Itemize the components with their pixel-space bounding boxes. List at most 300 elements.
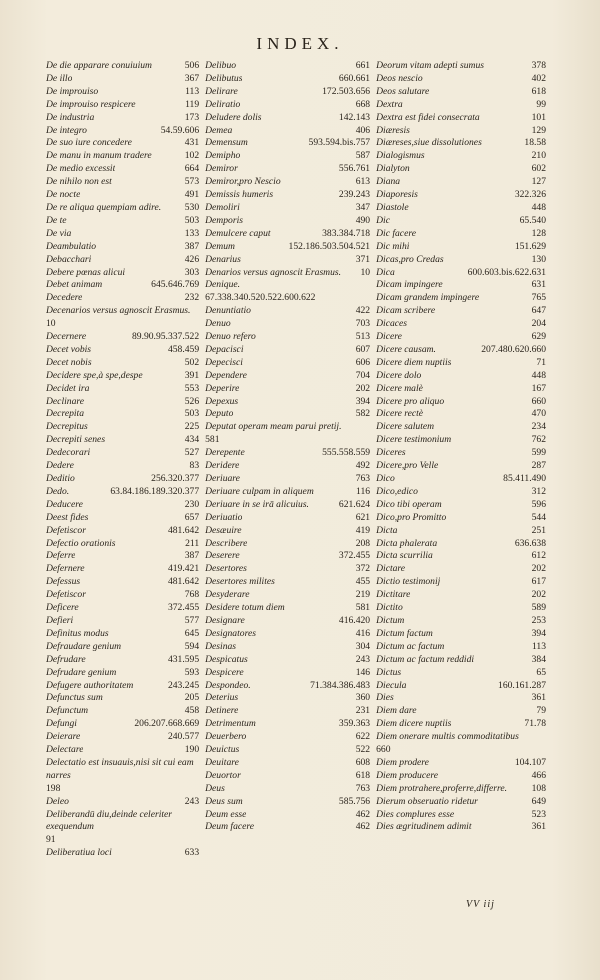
index-term: Dictus: [376, 666, 402, 678]
index-term: Deliratio: [205, 98, 241, 110]
index-entry: [205, 692, 370, 705]
index-pages: 612: [531, 550, 546, 562]
index-entry: [376, 99, 546, 112]
index-term: Deuictus: [205, 744, 240, 756]
index-pages: 448: [531, 369, 546, 381]
index-pages: 470: [531, 408, 546, 420]
index-term: Dicere: [376, 331, 402, 343]
index-term: Diem producere: [376, 769, 438, 781]
index-term: Decrepiti senes: [46, 434, 106, 446]
index-entry: [205, 215, 370, 228]
index-pages: 79: [536, 705, 546, 717]
index-pages: 129: [531, 124, 546, 136]
index-term: Decrepita: [46, 408, 85, 420]
index-term: Deum facere: [205, 821, 255, 833]
index-entry: [376, 370, 546, 383]
index-pages: 581: [205, 434, 220, 446]
index-pages: 416: [355, 627, 371, 639]
index-term: Dicere pro aliquo: [376, 395, 445, 407]
index-term: Defunctus sum: [46, 692, 103, 704]
index-term: Deest fides: [46, 511, 89, 523]
index-entry: [46, 538, 199, 551]
index-term: Dica: [376, 266, 395, 278]
index-term: De nocte: [46, 189, 81, 201]
index-pages: 303: [184, 266, 200, 278]
index-pages: 371: [355, 253, 371, 265]
index-pages: 422: [355, 305, 371, 317]
index-entry: [46, 408, 199, 421]
index-entry: [46, 150, 199, 163]
index-entry: [205, 654, 370, 667]
index-pages: 593.594.bis.757: [308, 137, 371, 149]
index-term: Diceres: [376, 447, 406, 459]
index-entry: [46, 383, 199, 396]
index-entry: [205, 383, 370, 396]
index-term: Despicere: [205, 666, 244, 678]
index-term: Dies complures esse: [376, 808, 455, 820]
index-entry: [46, 550, 199, 563]
index-term: Deuerbero: [205, 731, 247, 743]
index-entry: [376, 628, 546, 641]
index-pages: 762: [531, 434, 546, 446]
index-pages: 607: [355, 343, 371, 355]
index-pages: 387: [184, 550, 200, 562]
index-entry: [46, 486, 199, 499]
index-pages: 113: [185, 85, 200, 97]
index-entry: [205, 331, 370, 344]
index-pages: 458.459: [167, 343, 200, 355]
index-term: Detrimentum: [205, 718, 256, 730]
index-term: Demporis: [205, 214, 243, 226]
index-term: Dextra: [376, 98, 403, 110]
index-term: Deleo: [46, 795, 69, 807]
index-entry: [205, 408, 370, 421]
index-pages: 116: [356, 485, 371, 497]
index-term: Defrudare genium: [46, 666, 117, 678]
index-pages: 65: [536, 666, 546, 678]
index-term: Deludere dolis: [205, 111, 262, 123]
index-entry: [376, 654, 546, 667]
index-entry: [376, 757, 546, 770]
index-term: Dicaces: [376, 318, 407, 330]
index-pages: 431.595: [167, 653, 200, 665]
index-pages: 602: [531, 163, 546, 175]
index-pages: 660: [376, 744, 391, 756]
index-entry: [205, 718, 370, 731]
index-entry: [46, 421, 199, 434]
index-pages: 645.646.769: [151, 279, 200, 291]
index-pages: 522: [355, 744, 371, 756]
index-term: Deorum vitam adepti sumus: [376, 60, 485, 71]
index-pages: 151.629: [514, 240, 546, 252]
index-term: Demensum: [205, 137, 248, 149]
index-entry: [376, 809, 546, 822]
index-pages: 108: [531, 782, 546, 794]
index-pages: 304: [355, 640, 371, 652]
index-entry: [376, 692, 546, 705]
index-pages: 419: [355, 524, 371, 536]
index-pages: 312: [531, 485, 546, 497]
index-entry: [46, 370, 199, 383]
index-term: Dies: [376, 692, 394, 704]
index-entry: [205, 447, 370, 460]
index-pages: 253: [531, 614, 546, 626]
index-term: Denuo refero: [205, 331, 256, 343]
index-term: Depexus: [205, 395, 239, 407]
index-entry: [46, 654, 199, 667]
index-term: Desertores: [205, 563, 247, 575]
index-pages: 513: [355, 331, 371, 343]
index-term: Deliberandū diu,deinde celeriter exequendum: [46, 808, 173, 833]
index-entry: [46, 267, 199, 280]
index-pages: 128: [531, 227, 546, 239]
index-entry: [46, 125, 199, 138]
index-entry: [205, 589, 370, 602]
index-entry: [376, 112, 546, 125]
index-entry: [376, 176, 546, 189]
index-term: Deus sum: [205, 795, 243, 807]
index-pages: 458: [184, 705, 200, 717]
index-pages: 582: [355, 408, 371, 420]
index-pages: 104.107: [514, 756, 546, 768]
index-pages: 243: [184, 795, 200, 807]
index-pages: 167: [531, 382, 546, 394]
index-term: Dico,edico: [376, 485, 418, 497]
index-term: Denarios versus agnoscit Erasmus.: [205, 266, 342, 278]
index-pages: 703: [355, 318, 371, 330]
index-entry: [46, 525, 199, 538]
index-pages: 613: [355, 176, 371, 188]
index-pages: 577: [184, 614, 200, 626]
page-header: INDEX.: [256, 34, 344, 53]
index-pages: 617: [531, 576, 546, 588]
index-entry: [205, 228, 370, 241]
index-pages: 160.161.287: [498, 679, 546, 691]
index-pages: 207.480.620.660: [481, 343, 546, 355]
index-pages: 287: [531, 460, 546, 472]
index-entry: [376, 486, 546, 499]
index-entry: [205, 112, 370, 125]
index-term: Decenarios versus agnoscit Erasmus.: [46, 305, 191, 317]
index-pages: 553: [184, 382, 200, 394]
index-pages: 492: [355, 460, 371, 472]
index-term: Diana: [376, 176, 401, 188]
index-term: Diem protrahere,proferre,differre.: [376, 782, 508, 794]
index-entry: [205, 163, 370, 176]
index-entry: [376, 563, 546, 576]
index-term: Diæresis: [376, 124, 410, 136]
index-entry: [205, 125, 370, 138]
index-term: De integro: [46, 124, 87, 136]
index-entry: [376, 215, 546, 228]
index-term: De medio excessit: [46, 163, 116, 175]
index-pages: 239.243: [338, 189, 371, 201]
index-pages: 608: [355, 756, 371, 768]
index-term: Decernere: [46, 331, 87, 343]
index-entry: [376, 512, 546, 525]
index-pages: 102: [184, 150, 200, 162]
index-entry: [376, 241, 546, 254]
index-term: Depecisci: [205, 356, 243, 368]
index-term: Deliberatiua loci: [46, 847, 112, 859]
index-term: Deuitare: [205, 756, 239, 768]
index-entry: [205, 421, 370, 447]
index-entry: [376, 525, 546, 538]
index-entry: [376, 680, 546, 693]
index-entry: [46, 602, 199, 615]
index-pages: 101: [531, 111, 546, 123]
index-pages: 431: [184, 137, 200, 149]
index-entry: [376, 331, 546, 344]
index-term: Dicere malè: [376, 382, 423, 394]
index-term: Dictum ac factum: [376, 640, 445, 652]
index-pages: 526: [184, 395, 200, 407]
index-term: Defunctum: [46, 705, 89, 717]
index-pages: 54.59.606: [160, 124, 200, 136]
index-pages: 91: [46, 834, 56, 846]
index-pages: 210: [531, 150, 546, 162]
index-term: Dico,pro Promitto: [376, 511, 447, 523]
index-entry: [205, 279, 370, 305]
index-entry: [46, 279, 199, 292]
index-pages: 704: [355, 369, 371, 381]
index-entry: [46, 499, 199, 512]
index-pages: 661: [355, 60, 371, 71]
index-term: Deambulatio: [46, 240, 97, 252]
index-entry: [376, 615, 546, 628]
index-entry: [376, 163, 546, 176]
index-pages: 481.642: [167, 524, 200, 536]
index-pages: 219: [355, 589, 371, 601]
index-term: De via: [46, 227, 72, 239]
index-pages: 434: [184, 434, 200, 446]
index-term: Deputat operam meam parui pretij.: [205, 421, 342, 433]
index-term: Dic facere: [376, 227, 416, 239]
index-entry: [376, 770, 546, 783]
index-entry: [376, 396, 546, 409]
index-entry: [205, 680, 370, 693]
index-entry: [46, 112, 199, 125]
index-term: Dedere: [46, 460, 74, 472]
index-entry: [46, 512, 199, 525]
index-entry: [376, 641, 546, 654]
index-pages: 600.603.bis.622.631: [467, 266, 546, 278]
index-entry: [46, 615, 199, 628]
index-pages: 243: [355, 653, 371, 665]
index-pages: 502: [184, 356, 200, 368]
index-pages: 394: [355, 395, 371, 407]
index-entry: [376, 279, 546, 292]
index-columns: [46, 60, 546, 860]
index-pages: 503: [184, 408, 200, 420]
index-pages: 231: [355, 705, 371, 717]
index-pages: 361: [531, 821, 546, 833]
index-pages: 763: [355, 473, 371, 484]
index-term: Dextra est fidei consecrata: [376, 111, 480, 123]
index-entry: [46, 576, 199, 589]
index-pages: 378: [531, 60, 546, 71]
index-entry: [205, 202, 370, 215]
index-pages: 99: [536, 98, 546, 110]
index-entry: [46, 447, 199, 460]
index-entry: [46, 86, 199, 99]
index-pages: 202: [531, 589, 546, 601]
index-term: Dicam impingere: [376, 279, 443, 291]
index-pages: 119: [185, 98, 200, 110]
index-pages: 63.84.186.189.320.377: [110, 485, 200, 497]
index-term: Denuntiatio: [205, 305, 251, 317]
index-pages: 152.186.503.504.521: [288, 240, 371, 252]
index-entry: [376, 538, 546, 551]
index-term: De improuiso respicere: [46, 98, 136, 110]
index-pages: 581: [355, 602, 371, 614]
index-pages: 198: [46, 782, 61, 794]
index-pages: 506: [184, 60, 200, 71]
index-pages: 142.143: [338, 111, 371, 123]
index-term: Diem onerare multis commoditatibus: [376, 731, 519, 743]
index-pages: 322.326: [514, 189, 546, 201]
index-pages: 490: [355, 214, 371, 226]
index-entry: [46, 563, 199, 576]
index-pages: 372.455: [338, 550, 371, 562]
index-pages: 629: [531, 331, 546, 343]
index-entry: [46, 847, 199, 860]
index-entry: [46, 292, 199, 305]
index-term: Delectatio est insuauis,nisi sit cui eam narres: [46, 756, 194, 781]
index-term: Delibuo: [205, 60, 237, 71]
index-pages: 225: [184, 421, 200, 433]
index-pages: 768: [184, 589, 200, 601]
index-pages: 481.642: [167, 576, 200, 588]
index-term: Deditio: [46, 473, 75, 484]
index-term: Dictito: [376, 602, 403, 614]
index-term: Dictum: [376, 614, 405, 626]
index-pages: 383.384.718: [322, 227, 371, 239]
index-pages: 205: [184, 692, 200, 704]
index-pages: 631: [531, 279, 546, 291]
index-term: Demipho: [205, 150, 241, 162]
index-pages: 133: [184, 227, 200, 239]
index-entry: [376, 589, 546, 602]
index-pages: 10: [360, 266, 371, 278]
index-term: Desertores milites: [205, 576, 275, 588]
index-entry: [376, 150, 546, 163]
index-entry: [376, 783, 546, 796]
index-term: Defernere: [46, 563, 85, 575]
index-term: Defetiscor: [46, 589, 86, 601]
index-entry: [205, 512, 370, 525]
index-entry: [46, 331, 199, 344]
index-pages: 596: [531, 498, 546, 510]
index-term: Deos salutare: [376, 85, 430, 97]
index-entry: [205, 254, 370, 267]
index-pages: 657: [184, 511, 200, 523]
index-pages: 372: [355, 563, 371, 575]
index-pages: 633: [184, 847, 200, 859]
index-term: Defectio orationis: [46, 537, 116, 549]
index-entry: [46, 176, 199, 189]
index-term: De illo: [46, 72, 73, 84]
index-term: Dialyton: [376, 163, 410, 175]
index-entry: [205, 770, 370, 783]
index-pages: 130: [531, 253, 546, 265]
index-entry: [205, 150, 370, 163]
index-pages: 618: [531, 85, 546, 97]
index-entry: [376, 447, 546, 460]
index-term: De te: [46, 214, 67, 226]
index-entry: [205, 176, 370, 189]
index-term: Diem dicere nuptiis: [376, 718, 452, 730]
index-term: Dicta phalerata: [376, 537, 438, 549]
index-pages: 394: [531, 627, 546, 639]
index-entry: [376, 228, 546, 241]
index-term: Dicere,pro Velle: [376, 460, 439, 472]
index-term: Deterius: [205, 692, 239, 704]
index-pages: 211: [185, 537, 200, 549]
index-pages: 594: [184, 640, 200, 652]
index-entry: [46, 667, 199, 680]
index-pages: 406: [355, 124, 371, 136]
index-pages: 71.78: [524, 718, 546, 730]
index-pages: 621.624: [338, 498, 371, 510]
index-pages: 127: [531, 176, 546, 188]
index-pages: 419.421: [167, 563, 200, 575]
index-pages: 372.455: [167, 602, 200, 614]
index-entry: [376, 125, 546, 138]
index-entry: [376, 421, 546, 434]
index-entry: [376, 357, 546, 370]
index-term: Deficere: [46, 602, 79, 614]
index-term: Defugere authoritatem: [46, 679, 134, 691]
index-pages: 367: [184, 72, 200, 84]
index-pages: 71.384.386.483: [310, 679, 371, 691]
index-term: Deos nescio: [376, 72, 423, 84]
index-entry: [46, 705, 199, 718]
index-entry: [376, 292, 546, 305]
index-pages: 173: [184, 111, 200, 123]
index-entry: [205, 267, 370, 280]
index-entry: [46, 692, 199, 705]
index-term: Decrepitus: [46, 421, 88, 433]
index-term: Deferre: [46, 550, 76, 562]
index-term: Dicas,pro Credas: [376, 253, 444, 265]
index-entry: [205, 99, 370, 112]
index-pages: 146: [355, 666, 371, 678]
index-entry: [46, 202, 199, 215]
index-entry: [376, 731, 546, 757]
index-pages: 240.577: [167, 731, 200, 743]
index-pages: 585.756: [338, 795, 371, 807]
index-entry: [205, 486, 370, 499]
index-entry: [376, 821, 546, 834]
index-term: Deducere: [46, 498, 83, 510]
index-entry: [376, 550, 546, 563]
index-pages: 645: [184, 627, 200, 639]
index-pages: 544: [531, 511, 546, 523]
index-pages: 360: [355, 692, 371, 704]
index-term: Diæreses,siue dissolutiones: [376, 137, 482, 149]
index-term: Defrudare: [46, 653, 86, 665]
index-term: Debet animam: [46, 279, 103, 291]
index-term: Dicam scribere: [376, 305, 436, 317]
index-entry: [205, 460, 370, 473]
index-term: Dialogismus: [376, 150, 425, 162]
index-entry: [376, 383, 546, 396]
index-pages: 234: [531, 421, 546, 433]
index-term: Delirare: [205, 85, 238, 97]
index-entry: [376, 318, 546, 331]
index-term: Dies ægritudinem adimit: [376, 821, 472, 833]
